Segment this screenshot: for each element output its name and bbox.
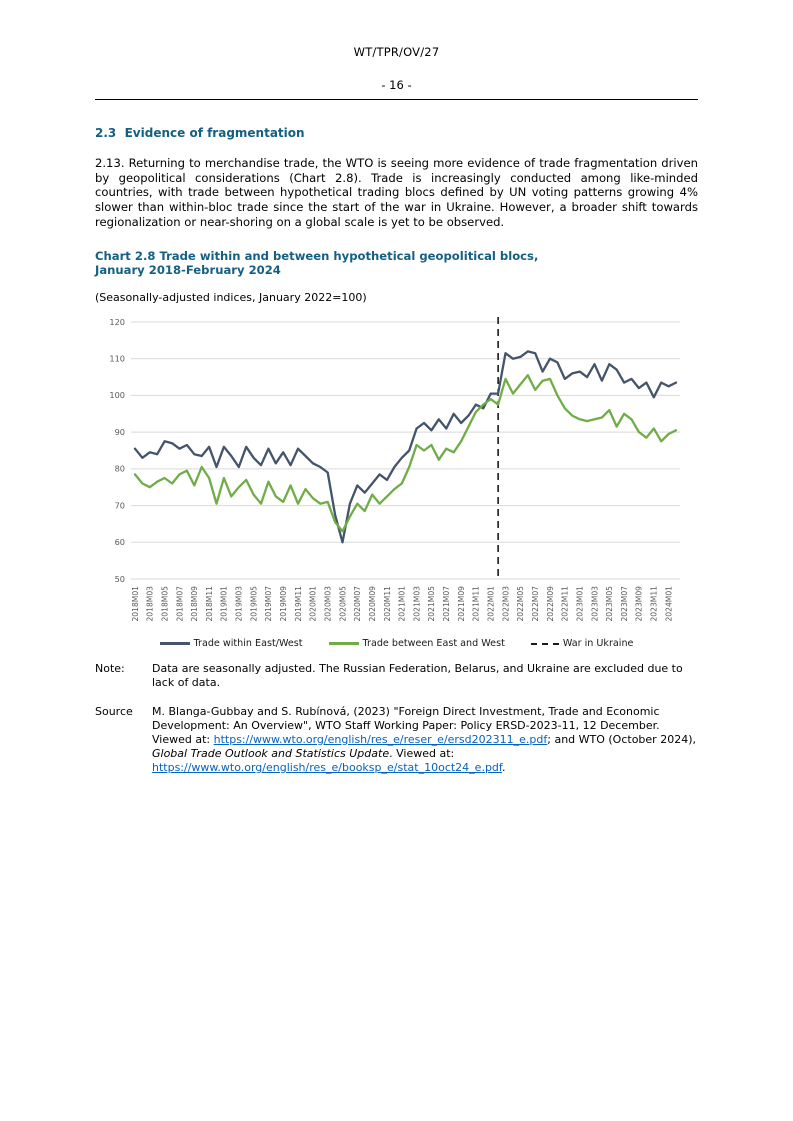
svg-text:2019M01: 2019M01 xyxy=(219,586,229,622)
chart-title-line1: Chart 2.8 Trade within and between hypothetical geopolitical blocs, xyxy=(95,248,539,263)
svg-text:2019M03: 2019M03 xyxy=(234,586,244,622)
svg-text:50: 50 xyxy=(114,573,125,584)
legend-dashed-line-icon xyxy=(531,643,559,645)
source-block xyxy=(95,705,698,776)
svg-text:120: 120 xyxy=(109,316,125,327)
legend-label-between: Trade between East and West xyxy=(362,638,505,650)
legend-item-within xyxy=(160,638,303,649)
svg-text:2022M05: 2022M05 xyxy=(516,586,526,622)
legend-item-between xyxy=(329,638,505,649)
svg-text:2021M09: 2021M09 xyxy=(456,586,466,622)
svg-text:2021M01: 2021M01 xyxy=(397,586,407,622)
svg-text:2023M11: 2023M11 xyxy=(649,586,659,622)
note-block xyxy=(95,662,698,690)
legend-line-between-icon xyxy=(329,642,359,645)
chart-container xyxy=(95,314,698,649)
svg-text:2023M03: 2023M03 xyxy=(590,586,600,622)
legend-line-within-icon xyxy=(160,642,190,645)
section-heading: 2.3 Evidence of fragmentation xyxy=(95,126,305,140)
svg-text:2020M03: 2020M03 xyxy=(323,586,333,622)
page-number: - 16 - xyxy=(381,78,412,92)
svg-text:60: 60 xyxy=(114,537,125,548)
source-italic-title: Global Trade Outlook and Statistics Update xyxy=(152,747,390,761)
svg-text:2022M01: 2022M01 xyxy=(486,586,496,622)
source-text-part1: M. Blanga-Gubbay and S. Rubínová, (2023) "Foreign Direct Investment, Trade and Economic Development: An Overview", WTO Staff Working Paper: Policy ERSD-2023-11, 12 December. Viewed at: xyxy=(152,704,660,746)
svg-text:2018M03: 2018M03 xyxy=(145,586,155,622)
note-text: Data are seasonally adjusted. The Russian Federation, Belarus, and Ukraine are excluded due to lack of data. xyxy=(152,662,683,690)
svg-text:90: 90 xyxy=(114,427,125,438)
svg-text:80: 80 xyxy=(114,463,125,474)
svg-text:2020M09: 2020M09 xyxy=(367,586,377,622)
svg-text:2018M09: 2018M09 xyxy=(190,586,200,622)
legend-item-war xyxy=(531,638,634,649)
svg-text:2023M09: 2023M09 xyxy=(634,586,644,622)
svg-text:2024M01: 2024M01 xyxy=(664,586,674,622)
svg-text:70: 70 xyxy=(114,500,125,511)
svg-text:2019M07: 2019M07 xyxy=(264,586,274,622)
source-text xyxy=(152,705,698,776)
svg-text:2021M11: 2021M11 xyxy=(471,586,481,622)
svg-text:2020M05: 2020M05 xyxy=(338,586,348,622)
header-rule xyxy=(95,99,698,100)
source-text-part2: ; and WTO (October 2024), xyxy=(547,732,696,746)
source-link-2[interactable]: https://www.wto.org/english/res_e/booksp_e/stat_10oct24_e.pdf xyxy=(152,761,502,775)
svg-text:2020M01: 2020M01 xyxy=(308,586,318,622)
svg-text:2019M05: 2019M05 xyxy=(249,586,259,622)
chart-legend xyxy=(95,638,698,649)
svg-text:2023M05: 2023M05 xyxy=(605,586,615,622)
svg-text:110: 110 xyxy=(109,353,125,364)
chart-subtitle: (Seasonally-adjusted indices, January 2022=100) xyxy=(95,291,367,305)
svg-text:100: 100 xyxy=(109,390,125,401)
svg-text:2019M11: 2019M11 xyxy=(293,586,303,622)
legend-label-within: Trade within East/West xyxy=(193,638,303,650)
legend-label-war: War in Ukraine xyxy=(562,638,634,650)
svg-text:2022M03: 2022M03 xyxy=(501,586,511,622)
svg-text:2023M07: 2023M07 xyxy=(619,586,629,622)
svg-text:2020M11: 2020M11 xyxy=(382,586,392,622)
svg-text:2018M01: 2018M01 xyxy=(130,586,140,622)
svg-text:2019M09: 2019M09 xyxy=(279,586,289,622)
source-text-part3: . Viewed at: xyxy=(389,747,455,761)
svg-text:2021M07: 2021M07 xyxy=(442,586,452,622)
svg-text:2022M11: 2022M11 xyxy=(560,586,570,622)
svg-text:2018M11: 2018M11 xyxy=(204,586,214,622)
svg-text:2021M03: 2021M03 xyxy=(412,586,422,622)
svg-text:2022M09: 2022M09 xyxy=(545,586,555,622)
source-label: Source xyxy=(95,704,133,718)
svg-text:2023M01: 2023M01 xyxy=(575,586,585,622)
svg-text:2022M07: 2022M07 xyxy=(530,586,540,622)
chart-title xyxy=(95,249,698,279)
source-text-part4: . xyxy=(501,761,506,775)
note-label: Note: xyxy=(95,662,125,676)
chart-title-line2: January 2018-February 2024 xyxy=(95,263,281,278)
svg-text:2018M05: 2018M05 xyxy=(160,586,170,622)
line-chart xyxy=(95,314,685,632)
svg-text:2018M07: 2018M07 xyxy=(175,586,185,622)
document-reference: WT/TPR/OV/27 xyxy=(353,45,440,59)
paragraph-2-13: 2.13. Returning to merchandise trade, the WTO is seeing more evidence of trade fragmentation driven by geopolitical considerations (Chart 2.8). Trade is increasingly conducted among like-minded countries, with trade between hypothetical trading blocs defined by UN voting patterns growing 4% slower than within-bloc trade since the start of the war in Ukraine. However, a broader shift towards regionalization or near-shoring on a global scale is yet to be observed. xyxy=(95,156,698,229)
source-link-1[interactable]: https://www.wto.org/english/res_e/reser_e/ersd202311_e.pdf xyxy=(213,732,548,746)
svg-text:2020M07: 2020M07 xyxy=(353,586,363,622)
svg-text:2021M05: 2021M05 xyxy=(427,586,437,622)
